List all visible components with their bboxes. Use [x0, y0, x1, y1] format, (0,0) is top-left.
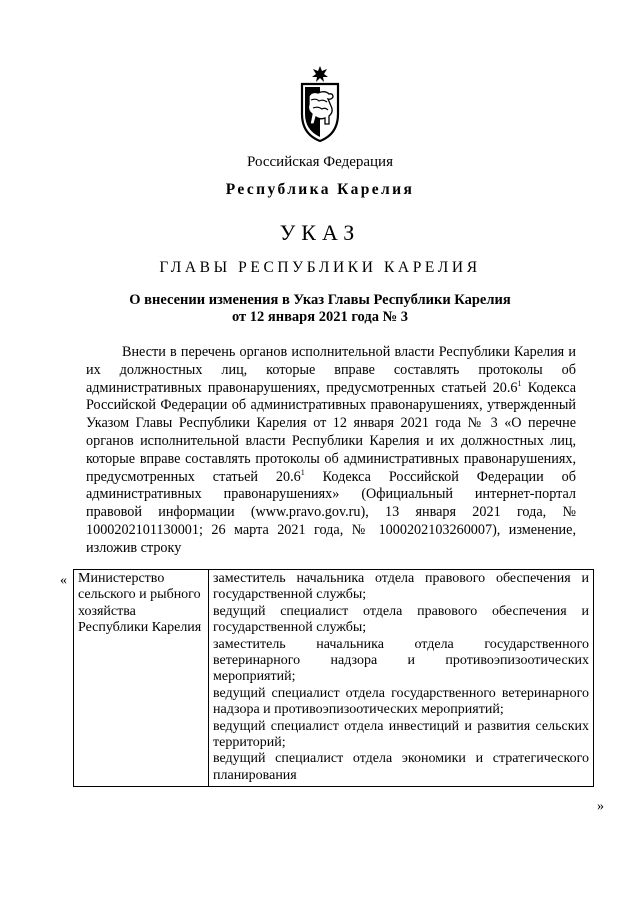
closing-quote: » — [597, 799, 604, 814]
country-name: Российская Федерация — [247, 154, 393, 170]
footnote-superscript-1: 1 — [517, 378, 522, 388]
document-type: УКАЗ — [279, 220, 361, 245]
document-title — [0, 292, 640, 326]
body-text-part-1: Внести в перечень органов исполнительной власти Республики Карелия и их должностных лиц, которые вправе составлять протоколы об административных правонарушениях, предусмотренных статьей 20.6 — [86, 344, 576, 396]
body-text-part-3: Кодекса Российской Федерации об административных правонарушениях» (Официальный интернет-портал правовой информации (www.pravo.gov.ru), 13 января 2021 года, № 1000202101130001; 26 марта 2021 года, № 1000202103260007), изменение, изложив строку — [86, 468, 576, 556]
decree-body-paragraph — [86, 344, 576, 558]
list-item: заместитель начальника отдела правового обеспечения и государственной службы; — [213, 571, 589, 603]
republic-name: Республика Карелия — [225, 181, 415, 198]
list-item: ведущий специалист отдела инвестиций и развития сельских территорий; — [213, 718, 589, 751]
table-row — [74, 570, 594, 787]
body-text-part-2: Кодекса Российской Федерации об административных правонарушениях, утвержденный Указом Главы Республики Карелия от 12 января 2021 года № 3 «О перечне органов исполнительной власти Республики Карелия и их должностных лиц, которые вправе составлять протоколы об административных правонарушениях, предусмотренных статьей 20.6 — [86, 379, 577, 485]
positions-cell — [209, 570, 594, 787]
list-item: ведущий специалист отдела государственного ветеринарного надзора и противоэпизоотических мероприятий; — [213, 685, 589, 718]
document-title-line-2: от 12 января 2021 года № 3 — [231, 309, 409, 325]
document-title-line-1: О внесении изменения в Указ Главы Республики Карелия — [129, 292, 511, 308]
footnote-superscript-2: 1 — [300, 467, 305, 477]
list-item: ведущий специалист отдела правового обеспечения и государственной службы; — [213, 603, 589, 636]
karelia-coat-of-arms-icon — [298, 66, 342, 142]
list-item: заместитель начальника отдела государственного ветеринарного надзора и противоэпизоотических мероприятий; — [213, 636, 589, 685]
list-item: ведущий специалист отдела экономики и стратегического планирования — [213, 751, 589, 783]
opening-quote: « — [60, 573, 67, 588]
list-entry-table — [73, 569, 594, 787]
organization-cell: Министерство сельского и рыбного хозяйства Республики Карелия — [74, 570, 209, 787]
issuer-title: ГЛАВЫ РЕСПУБЛИКИ КАРЕЛИЯ — [159, 259, 481, 276]
